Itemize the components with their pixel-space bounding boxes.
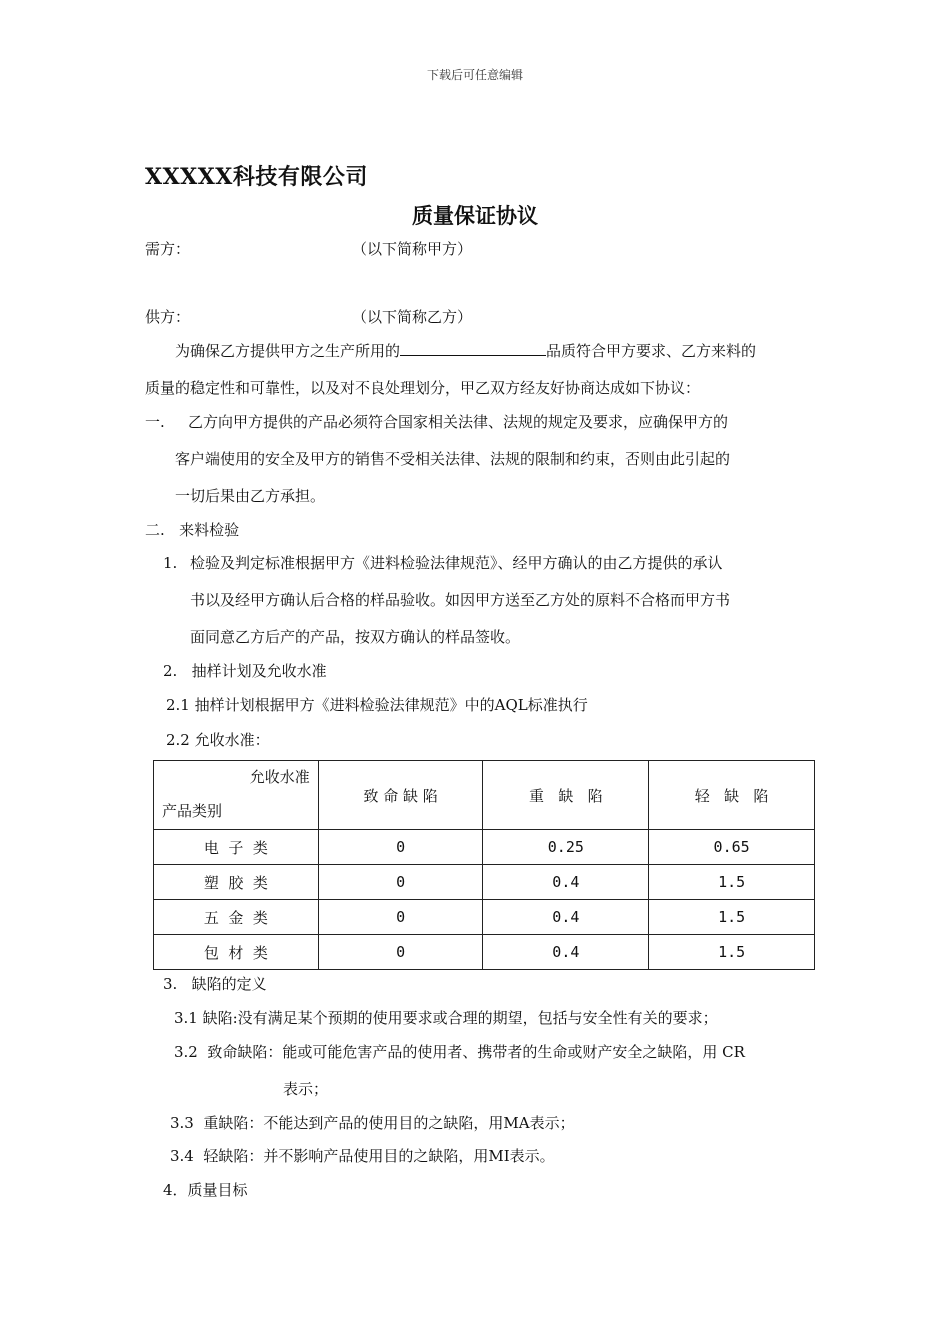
table-row [154,900,815,935]
header-critical-defect: 致 命 缺 陷 [318,761,483,830]
row-major-value: 0.4 [483,935,649,970]
row-category: 塑 胶 类 [154,865,319,900]
item-1-number: 1. [163,554,178,572]
company-name: XXXXX科技有限公司 [145,164,368,190]
row-major-value: 0.25 [483,830,649,865]
row-critical-value: 0 [318,900,483,935]
item-2-1: 2.1 抽样计划根据甲方《进料检验法律规范》中的AQL标准执行 [166,696,588,714]
buyer-label: 需方： [145,240,191,258]
document-title: 质量保证协议 [412,203,538,228]
row-critical-value: 0 [318,865,483,900]
row-major-value: 0.4 [483,900,649,935]
row-minor-value: 1.5 [649,900,815,935]
item-2-2: 2.2 允收水准： [166,731,270,749]
row-minor-value: 0.65 [649,830,815,865]
definition-3-2-line-1: 3.2 致命缺陷：能或可能危害产品的使用者、携带者的生命或财产安全之缺陷，用 CR [174,1043,745,1061]
definition-3-4: 3.4 轻缺陷：并不影响产品使用目的之缺陷，用MI表示。 [170,1147,555,1165]
aql-table [153,760,815,970]
supplier-label: 供方： [145,308,191,326]
section-1-line-3: 一切后果由乙方承担。 [175,487,326,505]
table-row [154,935,815,970]
table-row [154,865,815,900]
table-row [154,830,815,865]
supplier-note: （以下简称乙方） [352,308,473,326]
header-major-defect: 重 缺 陷 [483,761,649,830]
row-category: 五 金 类 [154,900,319,935]
intro-line-1 [175,341,756,361]
row-major-value: 0.4 [483,865,649,900]
corner-label-acceptance: 允收水准 [249,768,310,786]
item-2-heading: 2. 抽样计划及允收水准 [163,662,327,680]
intro-line-1-before: 为确保乙方提供甲方之生产所用的 [175,342,401,360]
section-2-heading: 二. 来料检验 [145,521,240,539]
row-minor-value: 1.5 [649,935,815,970]
item-1-line-1: 检验及判定标准根据甲方《进料检验法律规范》、经甲方确认的由乙方提供的承认 [190,554,723,572]
definition-3-1: 3.1 缺陷:没有满足某个预期的使用要求或合理的期望，包括与安全性有关的要求； [174,1009,718,1027]
header-minor-defect: 轻 缺 陷 [649,761,815,830]
item-1-line-3: 面同意乙方后产的产品，按双方确认的样品签收。 [190,628,521,646]
row-minor-value: 1.5 [649,865,815,900]
aql-table-corner-cell [154,761,319,830]
definition-3-2-line-2: 表示； [283,1080,329,1098]
section-1-line-1: 乙方向甲方提供的产品必须符合国家相关法律、法规的规定及要求，应确保甲方的 [188,413,729,431]
row-category: 包 材 类 [154,935,319,970]
row-critical-value: 0 [318,935,483,970]
section-1-line-2: 客户端使用的安全及甲方的销售不受相关法律、法规的限制和约束，否则由此引起的 [175,450,731,468]
intro-line-1-after: 品质符合甲方要求、乙方来料的 [546,342,757,360]
row-category: 电 子 类 [154,830,319,865]
buyer-note: （以下简称甲方） [352,240,473,258]
aql-table-header-row [154,761,815,830]
row-critical-value: 0 [318,830,483,865]
page-header-note: 下载后可任意编辑 [426,68,523,82]
intro-line-2: 质量的稳定性和可靠性，以及对不良处理划分，甲乙双方经友好协商达成如下协议： [145,379,701,397]
item-3-heading: 3. 缺陷的定义 [163,975,267,993]
item-4-heading: 4．质量目标 [163,1181,248,1199]
product-blank [400,341,546,356]
definition-3-3: 3.3 重缺陷：不能达到产品的使用目的之缺陷，用MA表示； [170,1114,575,1132]
corner-label-category: 产品类别 [162,802,223,820]
item-1-line-2: 书以及经甲方确认后合格的样品验收。如因甲方送至乙方处的原料不合格而甲方书 [190,591,731,609]
section-1-number: 一. [145,413,165,431]
